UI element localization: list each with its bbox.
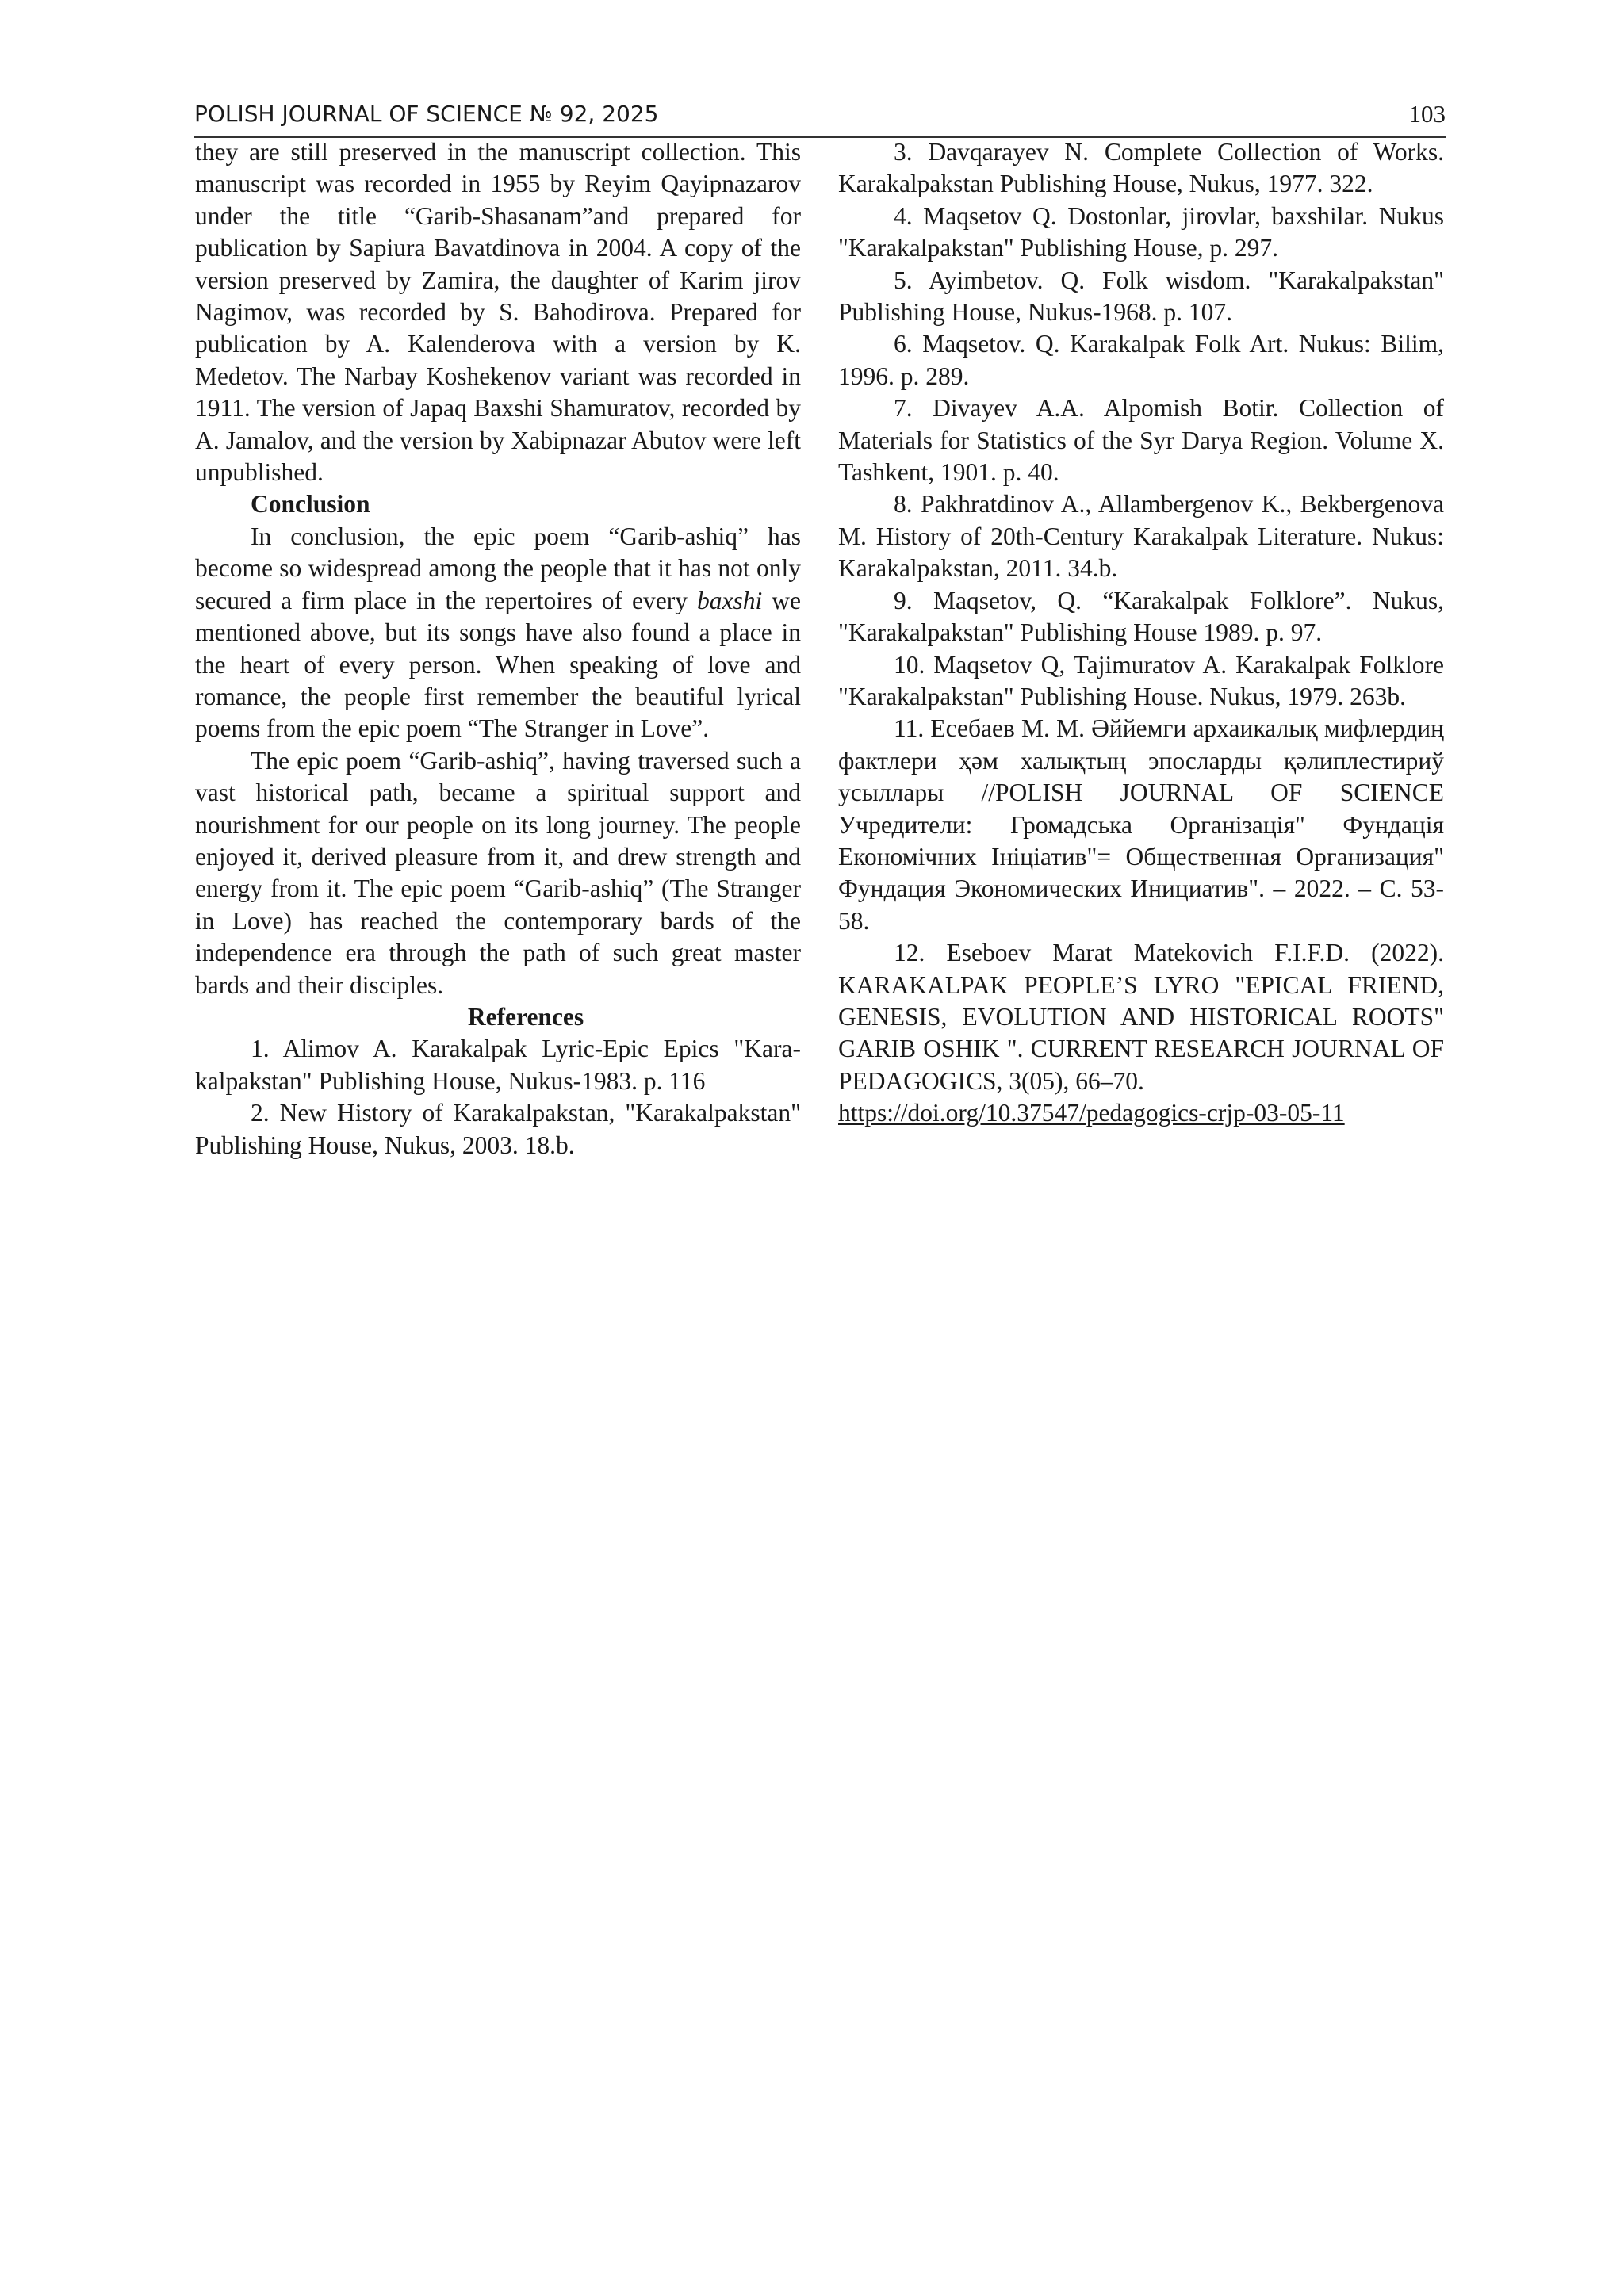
conclusion-paragraph-2: The epic poem “Garib-ashiq”, having traversed such a vast historical path, became a spiritual support and nourishment for our people on its long journey. The people enjoyed it, derived pleasure from it, and drew strength and energy from it. The epic poem “Garib-ashiq” (The Stranger in Love) has reached the contemporary bards of the independence era through the path of such great master bards and their disciples.	[195, 746, 801, 999]
reference-item-8: 8. Pakhratdinov A., Allambergenov K., Bekbergenova M. History of 20th-Century Karakalpak Literature. Nukus: Karakalpakstan, 2011. 34.b.	[838, 490, 1444, 583]
right-column	[838, 136, 1444, 1130]
journal-title: POLISH JOURNAL OF SCIENCE № 92, 2025	[194, 101, 659, 127]
references-heading: References	[467, 1002, 584, 1031]
conclusion-paragraph-1	[195, 521, 801, 745]
reference-item-5: 5. Ayimbetov. Q. Folk wisdom. "Karakalpakstan" Publishing House, Nukus-1968. p. 107.	[838, 266, 1444, 327]
reference-item-6: 6. Maqsetov. Q. Karakalpak Folk Art. Nukus: Bilim, 1996. p. 289.	[838, 330, 1444, 390]
page-number: 103	[1408, 100, 1446, 128]
conclusion-heading: Conclusion	[251, 490, 370, 519]
doi-link[interactable]: https://doi.org/10.37547/pedagogics-crjp-03-05-11	[838, 1099, 1345, 1127]
reference-item-7: 7. Divayev A.A. Alpomish Botir. Collection of Materials for Statistics of the Syr Darya Region. Volume X. Tashkent, 1901. p. 40.	[838, 394, 1444, 487]
reference-item-9: 9. Maqsetov, Q. “Karakalpak Folklore”. Nukus, "Karakalpakstan" Publishing House 1989. p. 97.	[838, 586, 1444, 647]
reference-item-1: 1. Alimov A. Karakalpak Lyric-Epic Epics "Karakalpakstan" Publishing House, Nukus-1983. p. 116	[195, 1035, 801, 1095]
reference-item-12: 12. Eseboev Marat Matekovich F.I.F.D. (2022). KARAKALPAK PEOPLE’S LYRO "EPICAL FRIEND, GENESIS, EVOLUTION AND HISTORICAL ROOTS" GARIB OSHIK ". CURRENT RESEARCH JOURNAL OF PEDAGOGICS, 3(05), 66–70.	[838, 939, 1444, 1095]
reference-item-4: 4. Maqsetov Q. Dostonlar, jirovlar, baxshilar. Nukus "Karakalpakstan" Publishing House, p. 297.	[838, 201, 1444, 262]
italic-term: baxshi	[696, 586, 763, 614]
reference-item-10: 10. Maqsetov Q, Tajimuratov A. Karakalpak Folklore "Karakalpakstan" Publishing House. Nukus, 1979. 263b.	[838, 650, 1444, 710]
running-header	[194, 98, 1446, 138]
text-span: we mentioned above, but its songs have also found a place in the heart of every person. When speaking of love and romance, the people first remember the beautiful lyrical poems from the epic poem “The Stranger in Love”.	[195, 586, 801, 743]
text-span: In conclusion, the epic poem “Garib-ashiq” has become so widespread among the people that it has not only secured a firm place in the repertoires of every	[195, 522, 801, 614]
reference-item-3: 3. Davqarayev N. Complete Collection of Works. Karakalpakstan Publishing House, Nukus, 1977. 322.	[838, 138, 1444, 198]
paragraph-continued: they are still preserved in the manuscript collection. This manuscript was recorded in 1955 by Reyim Qayipnazarov under the title “Garib-Shasanam”and prepared for publication by Sapiura Bavatdinova in 2004. A copy of the version preserved by Zamira, the daughter of Karim jirov Nagimov, was recorded by S. Bahodirova. Prepared for publication by A. Kalenderova with a version by K. Medetov. The Narbay Koshekenov variant was recorded in 1911. The version of Japaq Baxshi Shamuratov, recorded by A. Jamalov, and the version by Xabipnazar Abutov were left unpublished.	[195, 138, 801, 487]
left-column	[195, 136, 801, 1161]
reference-item-2: 2. New History of Karakalpakstan, "Karakalpakstan" Publishing House, Nukus, 2003. 18.b.	[195, 1099, 801, 1159]
reference-item-11: 11. Есебаев М. М. Әййемги архаикалық мифлердиң фактлери ҳәм халықтың эпосларды қәлиплестириў усыллары //POLISH JOURNAL OF SCIENCE Учредители: Громадська Організація" Фундація Економічних Ініціатив"= Общественная Организация" Фундация Экономических Инициатив". – 2022. – С. 53-58.	[838, 714, 1444, 935]
